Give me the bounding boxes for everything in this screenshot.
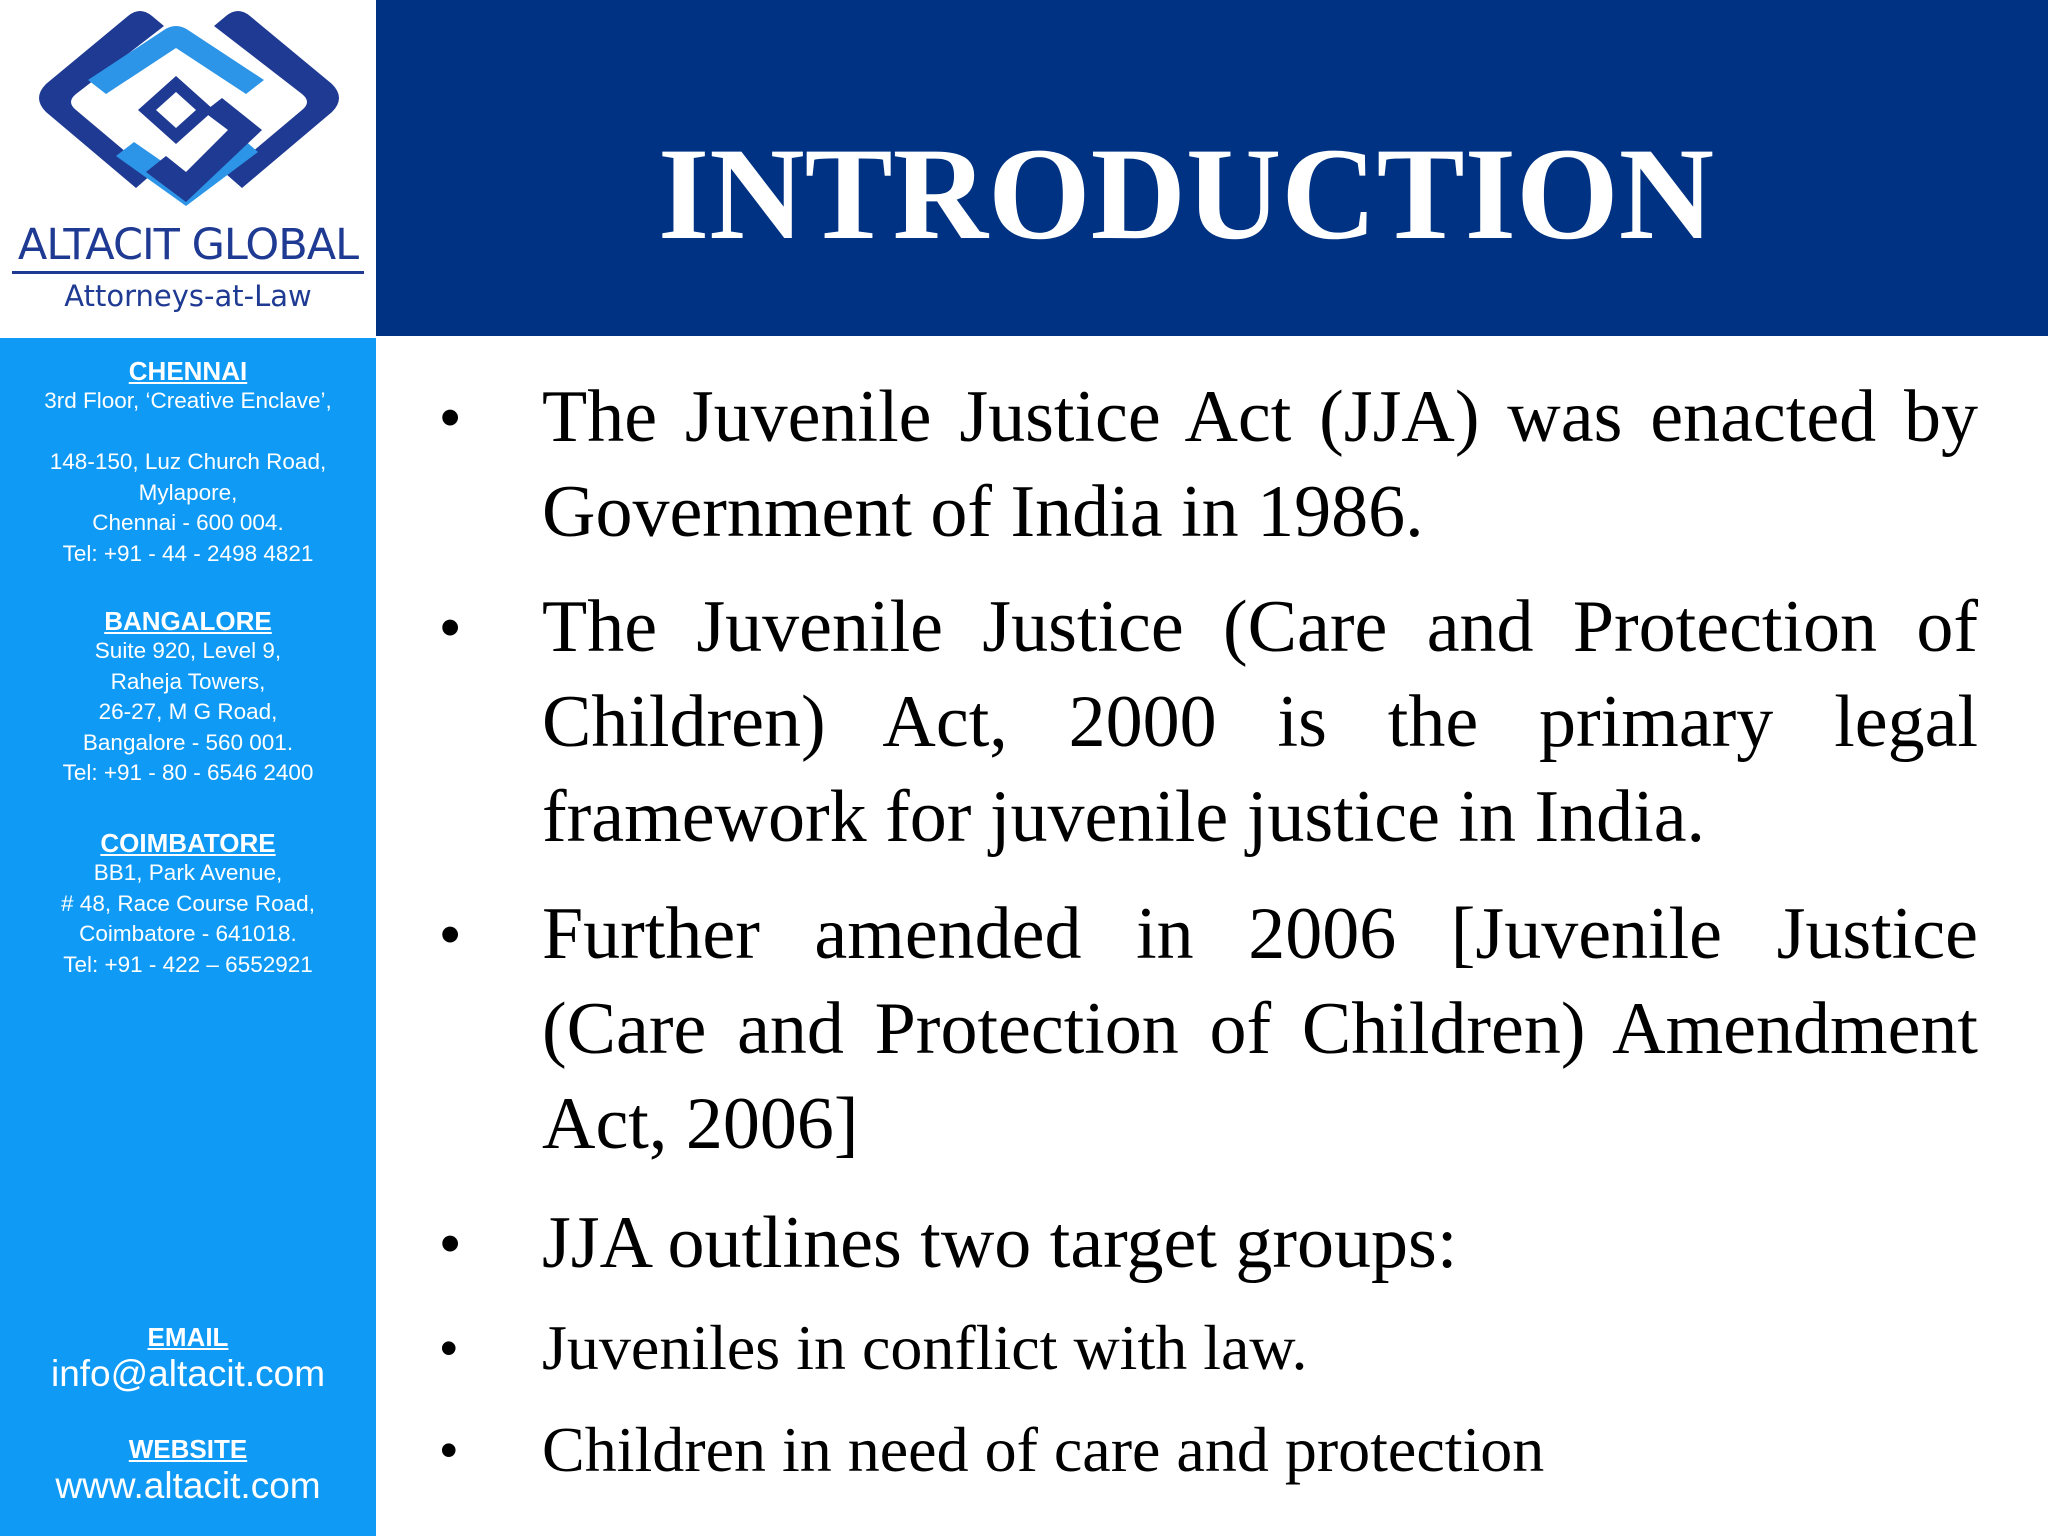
office-address-line: Bangalore - 560 001. xyxy=(82,729,294,755)
bullet-text: JJA outlines two target groups: xyxy=(542,1202,1458,1284)
office-address-line: Coimbatore - 641018. xyxy=(79,921,297,946)
bullet-icon: • xyxy=(440,1211,461,1276)
company-tagline: Attorneys-at-Law xyxy=(64,279,312,313)
office-address-line xyxy=(0,417,376,448)
office-address-line: # 48, Race Course Road, xyxy=(61,890,315,916)
office-bangalore xyxy=(0,606,376,789)
office-city-heading[interactable]: BANGALORE xyxy=(104,606,272,636)
header-band xyxy=(376,0,2048,336)
page-title: INTRODUCTION xyxy=(657,120,1715,267)
bullet-icon: • xyxy=(440,1320,458,1376)
altacit-logo-icon xyxy=(36,6,342,226)
website-link[interactable]: www.altacit.com xyxy=(55,1465,321,1506)
email-block xyxy=(0,1322,376,1396)
email-heading: EMAIL xyxy=(147,1322,229,1352)
bullet-text: The Juvenile Justice (Care and Protection of Children) Act, 2000 is the primary legal framework for juvenile justice in India. xyxy=(542,586,1978,858)
office-chennai xyxy=(0,356,376,569)
office-coimbatore xyxy=(0,828,376,980)
logo-divider xyxy=(12,271,364,274)
bullet-icon: • xyxy=(440,595,461,660)
office-phone: Tel: +91 - 44 - 2498 4821 xyxy=(62,540,314,566)
office-phone: Tel: +91 - 80 - 6546 2400 xyxy=(62,760,314,785)
office-address-line: 3rd Floor, ‘Creative Enclave’, xyxy=(44,388,332,413)
bullet-text: Juveniles in conflict with law. xyxy=(542,1312,1308,1383)
bullet-icon: • xyxy=(440,902,461,967)
sidebar xyxy=(0,338,376,1536)
bullet-icon: • xyxy=(440,385,461,450)
office-city-heading[interactable]: COIMBATORE xyxy=(100,828,276,858)
email-link[interactable]: info@altacit.com xyxy=(50,1353,326,1394)
office-address-line: 26-27, M G Road, xyxy=(98,699,278,724)
office-city-heading[interactable]: CHENNAI xyxy=(128,356,248,386)
company-name: ALTACIT GLOBAL xyxy=(17,220,359,270)
office-address-line: Chennai - 600 004. xyxy=(92,510,284,535)
office-address-line: Suite 920, Level 9, xyxy=(94,638,282,663)
bullet-text: Further amended in 2006 [Juvenile Justice (Care and Protection of Children) Amendment Act, 2006] xyxy=(542,893,1978,1165)
logo-panel xyxy=(0,0,376,338)
office-address-line: Mylapore, xyxy=(138,479,238,505)
website-heading: WEBSITE xyxy=(128,1434,248,1464)
bullet-icon: • xyxy=(440,1422,458,1478)
office-address-line: Raheja Towers, xyxy=(110,668,266,694)
website-block xyxy=(0,1434,376,1508)
office-phone: Tel: +91 - 422 – 6552921 xyxy=(63,951,313,977)
office-address-line: 148-150, Luz Church Road, xyxy=(49,449,327,474)
bullet-text: The Juvenile Justice Act (JJA) was enacted by Government of India in 1986. xyxy=(542,376,1978,553)
office-address-line: BB1, Park Avenue, xyxy=(93,860,283,885)
bullet-text: Children in need of care and protection xyxy=(542,1414,1545,1485)
